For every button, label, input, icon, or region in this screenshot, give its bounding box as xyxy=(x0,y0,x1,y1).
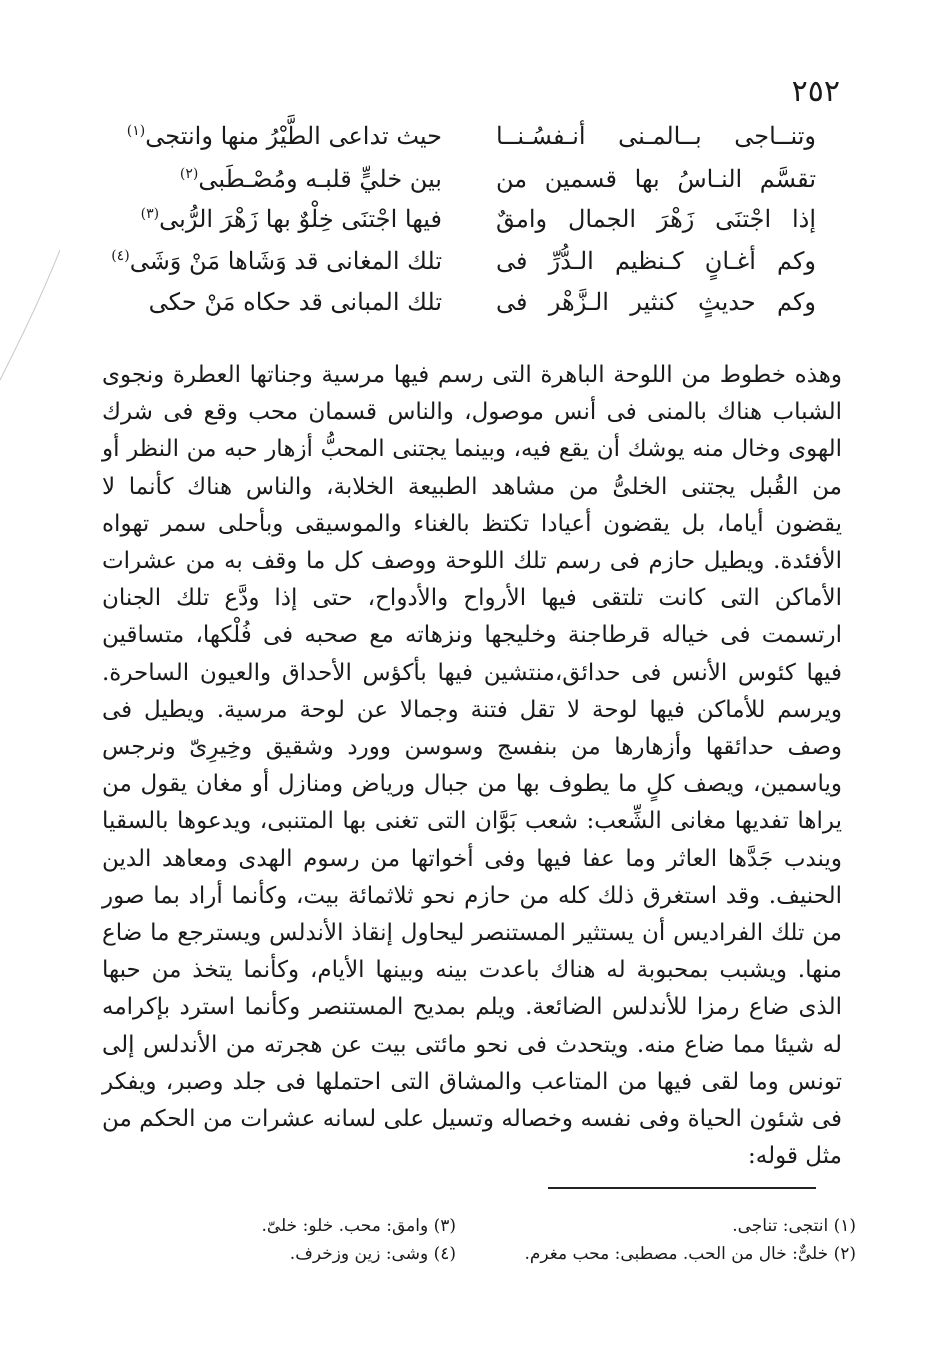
verse-second-hemistich xyxy=(126,122,442,150)
footnote-marker: (٢) xyxy=(179,166,199,182)
poem-verse xyxy=(111,247,816,285)
page-number: ٢٥٢ xyxy=(791,74,840,109)
footnote-marker: (٣) xyxy=(140,206,160,222)
verse-first-hemistich: تقسَّم النـاسُ بها قسمين من xyxy=(496,165,816,193)
scan-edge-curve xyxy=(0,0,60,400)
verse-second-text: بين خليٍّ قلبـه ومُصْـطَبى xyxy=(198,165,442,193)
footnote-2: (٢) خلىٌّ: خال من الحب. مصطبى: محب مغرم. xyxy=(524,1244,856,1264)
verse-first-hemistich: وتنــاجى بــالمـنى أنـفسُـنــا xyxy=(496,122,816,150)
verse-first-hemistich: وكم أغـانٍ كـنظيم الـدُّرِّ فى xyxy=(496,247,816,275)
verse-second-hemistich xyxy=(126,288,442,316)
footnote-marker: (٤) xyxy=(111,248,130,264)
verse-second-text: تلك المبانى قد حكاه مَنْ حكى xyxy=(148,288,442,316)
verse-second-text: حيث تداعى الطَّيْرُ منها وانتجى xyxy=(145,122,442,150)
poem-verse xyxy=(126,205,816,243)
verse-second-hemistich xyxy=(126,205,442,233)
verse-first-hemistich: وكم حديثٍ كنثير الـزَّهْر فى xyxy=(496,288,816,316)
poem-verse xyxy=(126,288,816,326)
verse-second-text: فيها اجْتنَى خِلْوٌ بها زَهْرَ الرُّبى xyxy=(159,205,442,233)
poem-verse xyxy=(126,165,816,203)
footnote-3: (٣) وامق: محب. خلو: خلىّ. xyxy=(261,1216,456,1236)
verse-second-hemistich xyxy=(126,165,442,193)
footnote-marker: (١) xyxy=(126,123,146,139)
verse-second-text: تلك المغانى قد وَشَاها مَنْ وَشَى xyxy=(129,247,442,275)
footnote-1: (١) انتجى: تناجى. xyxy=(732,1216,856,1236)
footnote-4: (٤) وشى: زين وزخرف. xyxy=(289,1244,456,1264)
body-paragraph: وهذه خطوط من اللوحة الباهرة التى رسم فيها مرسية وجناتها العطرة ونجوى الشباب هناك بالمنى فى أنس موصول، والناس قسمان محب وقع فى شرك الهوى وخال منه يوشك أن يقع فيه، وبينما يجتنى المحبُّ أزهار حبه من النظر أو من القُبل يجتنى الخلىُّ من مشاهد الطبيعة الخلابة، والناس هناك كأنما لا يقضون أياما، بل يقضون أعيادا تكتظ بالغناء والموسيقى وبأحلى سمر تهواه الأفئدة. ويطيل حازم فى رسم تلك اللوحة ووصف كل ما وقف به من عشرات الأماكن التى كانت تلتقى فيها الأرواح والأدواح، حتى إذا ودَّع تلك الجنان ارتسمت فى خياله قرطاجنة وخليجها ونزهاته مع صحبه فى فُلْكها، متساقين فيها كئوس الأنس فى حدائق،منتشين فيها بأكؤس الأحداق والعيون الساحرة. ويرسم للأماكن فيها لوحة لا تقل فتنة وجمالا عن لوحة مرسية. ويطيل فى وصف حدائقها وأزهارها من بنفسج وسوسن وورد وشقيق وخِيرِىّ ونرجس وياسمين، ويصف كلٍ ما يطوف بها من جبال ورياض ومنازل أو مغان يقول من يراها تفديها مغانى الشِّعب: شعب بَوَّان التى تغنى بها المتنبى، ويدعوها بالسقيا ويندب جَدَّها العاثر وما عفا فيها وفى أخواتها من رسوم الهدى ومعاهد الدين الحنيف. وقد استغرق ذلك كله من حازم نحو ثلاثمائة بيت، وكأنما أراد بما صور من تلك الفراديس أن يستثير المستنصر ليحاول إنقاذ الأندلس ويسترجع ما ضاع منها. ويشبب بمحبوبة له هناك باعدت بينه وبينها الأيام، وكأنما يتخذ من حبها الذى ضاع رمزا للأندلس الضائعة. ويلم بمديح المستنصر وكأنما استرد بإكرامه له شيئا مما ضاع منه. ويتحدث فى نحو مائتى بيت عن هجرته من الأندلس إلى تونس وما لقى فيها من المتاعب والمشاق التى احتملها فى جلد وصبر، ويفكر فى شئون الحياة وفى نفسه وخصاله وتسيل على لسانه عشرات من الحكم من مثل قوله: xyxy=(102,362,842,1170)
verse-first-hemistich: إذا اجْتنَى زَهْرَ الجمال وامقٌ xyxy=(496,205,816,233)
poem-verse xyxy=(126,122,816,160)
footnote-divider xyxy=(548,1187,816,1189)
verse-second-hemistich xyxy=(111,247,442,275)
